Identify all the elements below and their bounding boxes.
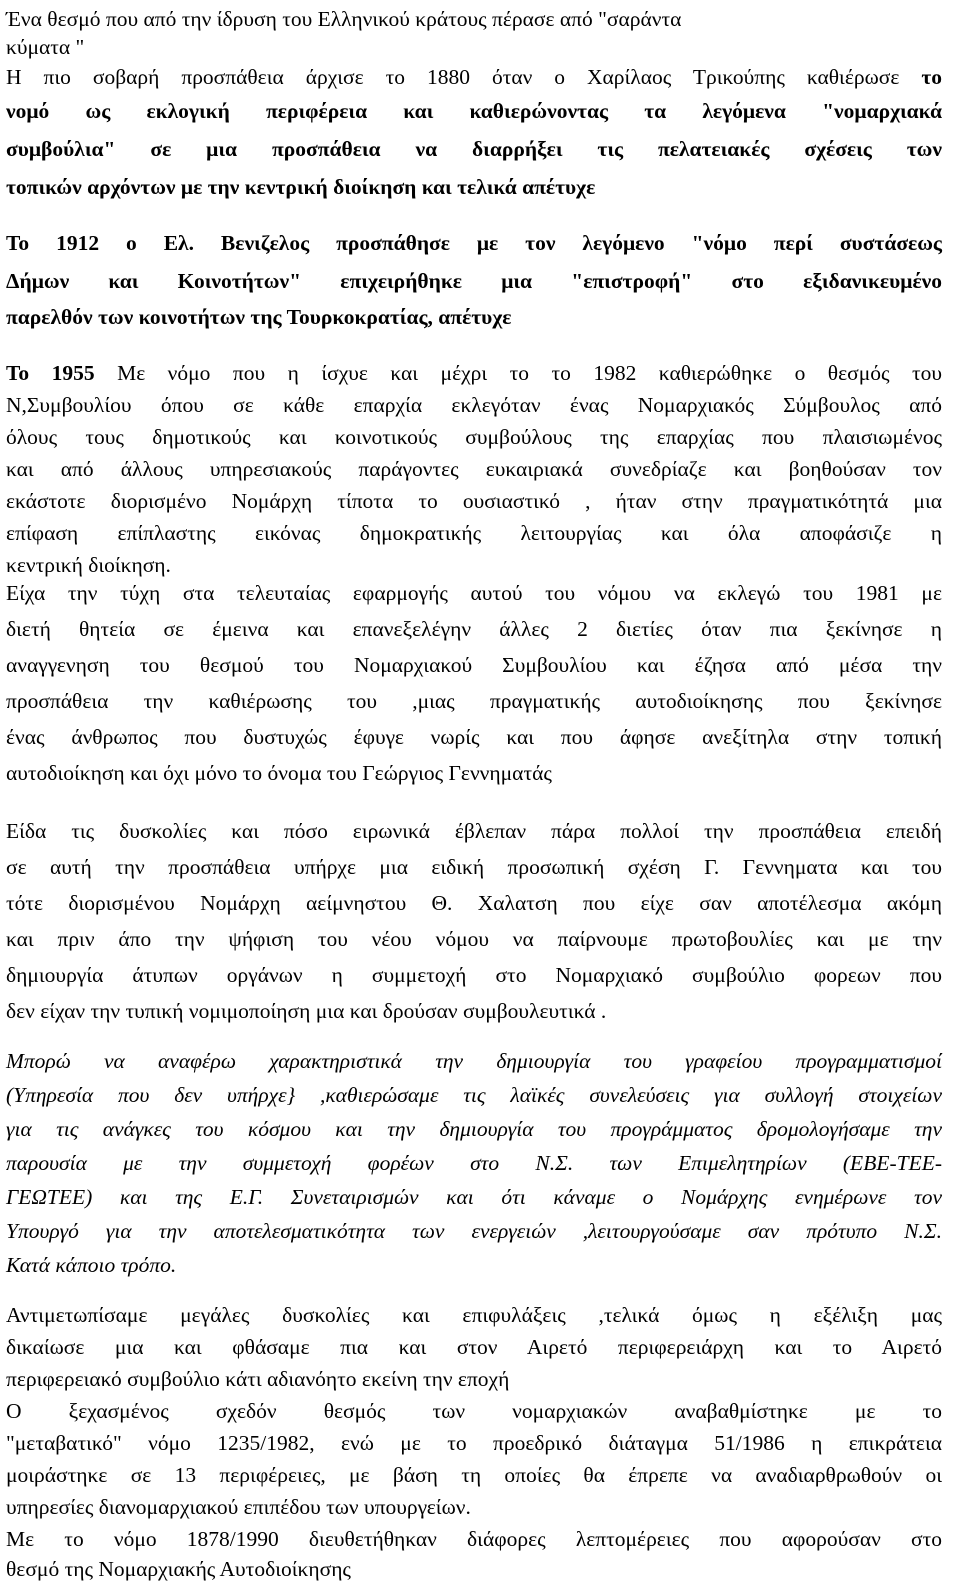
p3-line-2: Ν,Συμβουλίου όπου σε κάθε επαρχία εκλεγόταν ένας Νομαρχιακός Σύμβουλος από xyxy=(6,393,942,417)
p1-line-1: Ένα θεσμό που από την ίδρυση του Ελληνικού κράτους πέρασε από "σαράντα xyxy=(6,7,682,31)
p7-line-8: Με το νόμο 1878/1990 διευθετήθηκαν διάφορες λεπτομέρειες που αφορούσαν στο xyxy=(6,1527,942,1551)
p2-line-3: παρελθόν των κοινοτήτων της Τουρκοκρατίας, απέτυχε xyxy=(6,305,512,329)
p1-line-5: συμβούλια" σε μια προσπάθεια να διαρρήξει τις πελατειακές σχέσεις των xyxy=(6,137,942,161)
p7-line-6: μοιράστηκε σε 13 περιφέρειες, με βάση τη οποίες θα έπρεπε να αναδιαρθρωθούν οι xyxy=(6,1463,942,1487)
p4-line-5: ένας άνθρωπος που δυστυχώς έφυγε νωρίς και που άφησε ανεξίτηλα στην τοπική xyxy=(6,725,942,749)
p5-line-6: δεν είχαν την τυπική νομιμοποίηση μια και δρούσαν συμβουλευτικά . xyxy=(6,999,607,1023)
p4-line-1: Είχα την τύχη στα τελευταίας εφαρμογής αυτού του νόμου να εκλεγώ του 1981 με xyxy=(6,581,942,605)
p7-line-3: περιφερειακό συμβούλιο κάτι αδιανόητο εκείνη την εποχή xyxy=(6,1367,510,1391)
p7-line-5: "μεταβατικό" νόμο 1235/1982, ενώ με το προεδρικό διάταγμα 51/1986 η επικράτεια xyxy=(6,1431,942,1455)
p7-line-4: Ο ξεχασμένος σχεδόν θεσμός των νομαρχιακών αναβαθμίστηκε με το xyxy=(6,1399,942,1423)
p3-line-1-bold: Το 1955 xyxy=(6,361,95,385)
p3-line-3: όλους τους δημοτικούς και κοινοτικούς συμβούλους της επαρχίας που πλαισιωμένος xyxy=(6,425,942,449)
p5-line-1: Είδα τις δυσκολίες και πόσο ειρωνικά έβλεπαν πάρα πολλοί την προσπάθεια επειδή xyxy=(6,819,942,843)
p6-line-5: ΓΕΩΤΕΕ) και της Ε.Γ. Συνεταιρισμών και ότι κάναμε ο Νομάρχης ενημέρωνε τον xyxy=(6,1185,942,1209)
p4-line-4: προσπάθεια την καθιέρωσης του ,μιας πραγματικής αυτοδιοίκησης που ξεκίνησε xyxy=(6,689,942,713)
p5-line-5: δημιουργία άτυπων οργάνων η συμμετοχή στο Νομαρχιακό συμβούλιο φορεων που xyxy=(6,963,942,987)
p6-line-3: για τις ανάγκες του κόσμου και την δημιουργία του προγράμματος δρομολογήσαμε την xyxy=(6,1117,942,1141)
p1-line-4: νομό ως εκλογική περιφέρεια και καθιερώνοντας τα λεγόμενα "νομαρχιακά xyxy=(6,99,942,123)
p7-line-7: υπηρεσίες διανομαρχιακού επιπέδου των υπουργείων. xyxy=(6,1495,471,1519)
p7-line-2: δικαίωσε μια και φθάσαμε πια και στον Αιρετό περιφερειάρχη και το Αιρετό xyxy=(6,1335,942,1359)
p1-line-3 xyxy=(6,60,942,94)
p1-line-3-text: Η πιο σοβαρή προσπάθεια άρχισε το 1880 όταν ο Χαρίλαος Τρικούπης καθιέρωσε xyxy=(6,65,922,89)
p4-line-3: αναγγενηση του θεσμού του Νομαρχιακού Συμβουλίου και έζησα από μέσα την xyxy=(6,653,942,677)
p4-line-2: διετή θητεία σε έμεινα και επανεξελέγην άλλες 2 διετίες όταν πια ξεκίνησε η xyxy=(6,617,942,641)
p2-line-2: Δήμων και Κοινοτήτων" επιχειρήθηκε μια "επιστροφή" στο εξιδανικευμένο xyxy=(6,269,942,293)
p3-line-6: επίφαση επίπλαστης εικόνας δημοκρατικής λειτουργίας και όλα αποφάσιζε η xyxy=(6,521,942,545)
p6-line-4: παρουσία με την συμμετοχή φορέων στο Ν.Σ. των Επιμελητηρίων (ΕΒΕ-ΤΕΕ- xyxy=(6,1151,942,1175)
p3-line-4: και από άλλους υπηρεσιακούς παράγοντες ευκαιριακά συνεδρίαζε και βοηθούσαν τον xyxy=(6,457,942,481)
p1-line-3-bold: το xyxy=(921,65,942,89)
p5-line-4: και πριν άπο την ψήφιση του νέου νόμου να παίρνουμε πρωτοβουλίες και με την xyxy=(6,927,942,951)
p5-line-3: τότε διορισμένου Νομάρχη αείμνηστου Θ. Χαλατση που είχε σαν αποτέλεσμα ακόμη xyxy=(6,891,942,915)
p2-line-1: Το 1912 ο Ελ. Βενιζελος προσπάθησε με τον λεγόμενο "νόμο περί συστάσεως xyxy=(6,231,942,255)
p6-line-7: Κατά κάποιο τρόπο. xyxy=(6,1253,177,1277)
p6-line-1: Μπορώ να αναφέρω χαρακτηριστικά την δημιουργία του γραφείου προγραμματισμοί xyxy=(6,1049,942,1073)
p1-line-6: τοπικών αρχόντων με την κεντρική διοίκηση και τελικά απέτυχε xyxy=(6,175,596,199)
p5-line-2: σε αυτή την προσπάθεια υπήρχε μια ειδική προσωπική σχέση Γ. Γεννηματα και του xyxy=(6,855,942,879)
p3-line-1-text: Με νόμο που η ίσχυε και μέχρι το το 1982 καθιερώθηκε ο θεσμός του xyxy=(94,361,942,385)
p7-line-1: Αντιμετωπίσαμε μεγάλες δυσκολίες και επιφυλάξεις ,τελικά όμως η εξέλιξη μας xyxy=(6,1303,942,1327)
p3-line-7: κεντρική διοίκηση. xyxy=(6,553,171,577)
p1-line-2: κύματα " xyxy=(6,35,85,59)
p3-line-5: εκάστοτε διορισμένο Νομάρχη τίποτα το ουσιαστικό , ήταν στην πραγματικότητά μια xyxy=(6,489,942,513)
p4-line-6: αυτοδιοίκηση και όχι μόνο το όνομα του Γεώργιος Γεννηματάς xyxy=(6,761,552,785)
p6-line-2: (Υπηρεσία που δεν υπήρχε} ,καθιερώσαμε τις λαϊκές συνελεύσεις για συλλογή στοιχείων xyxy=(6,1083,942,1107)
p3-line-1 xyxy=(6,356,942,390)
p6-line-6: Υπουργό για την αποτελεσματικότητα των ενεργειών ,λειτουργούσαμε σαν πρότυπο Ν.Σ. xyxy=(6,1219,942,1243)
p7-line-9: θεσμό της Νομαρχιακής Αυτοδιοίκησης xyxy=(6,1557,351,1581)
